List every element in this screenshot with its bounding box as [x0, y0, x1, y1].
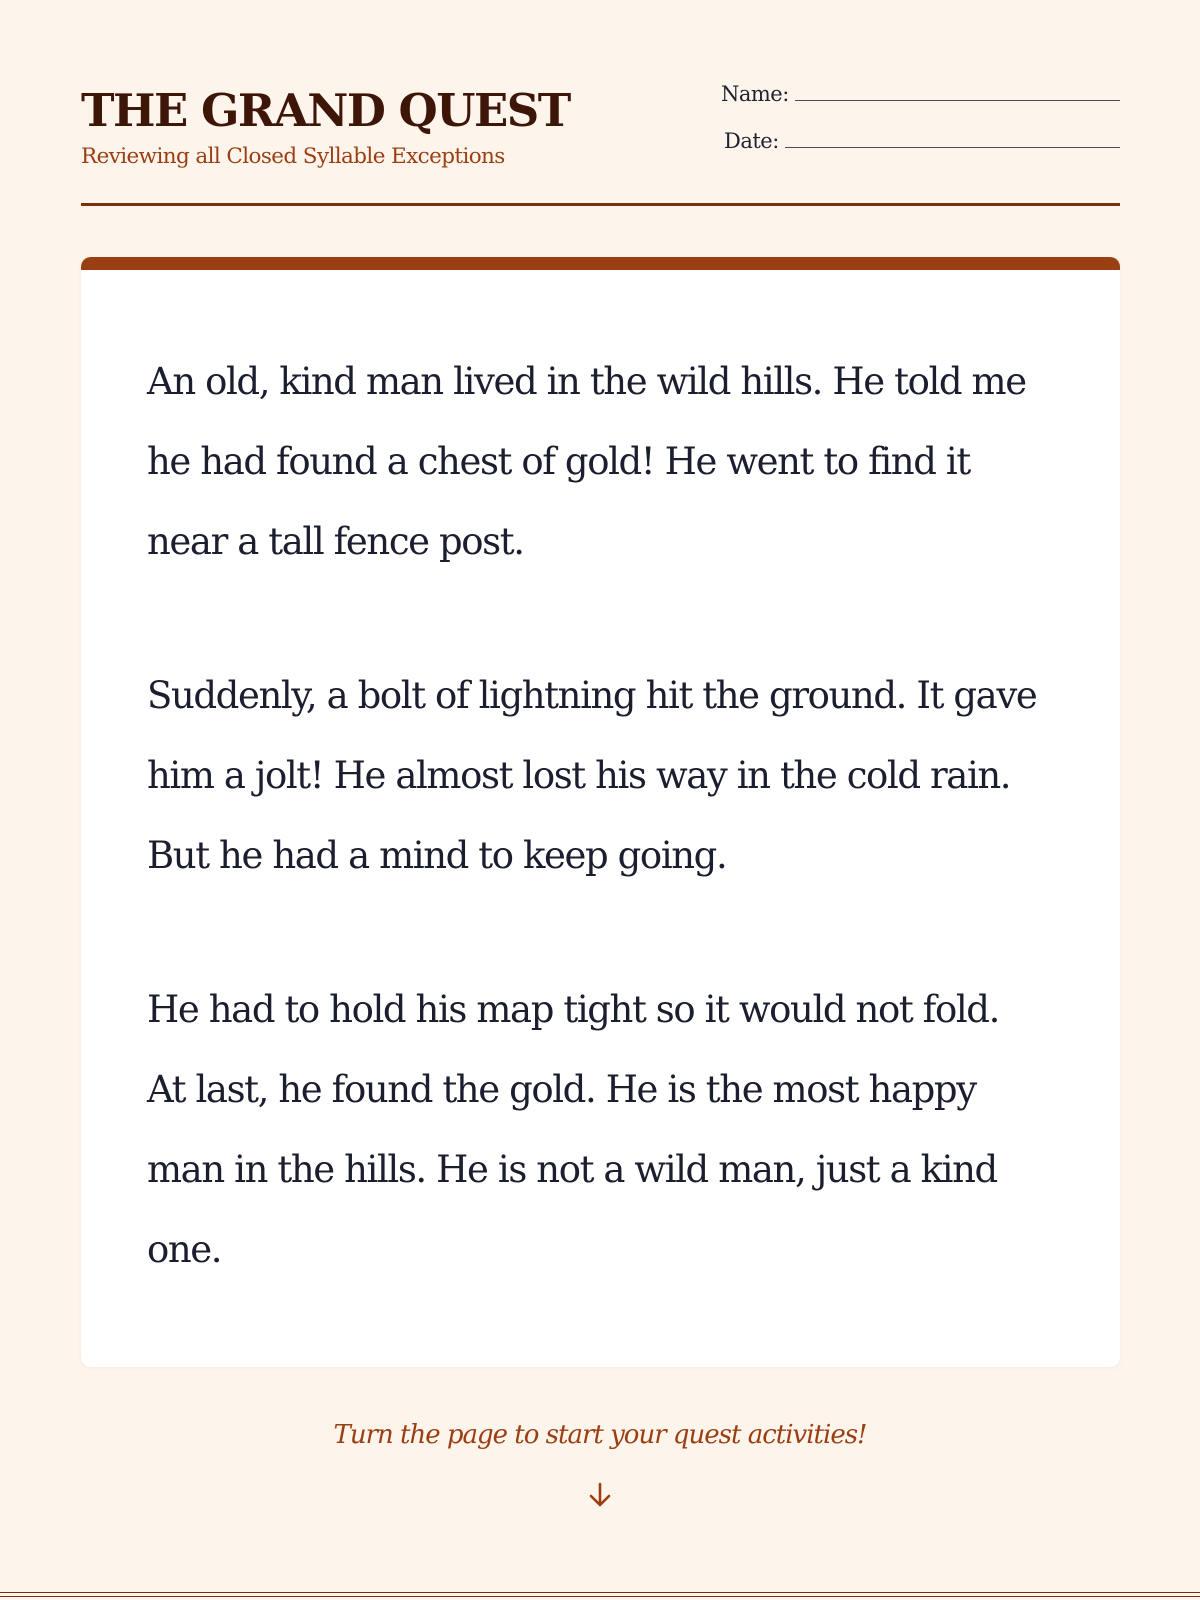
page-title: THE GRAND QUEST [81, 84, 570, 137]
date-label: Date: [724, 129, 779, 153]
arrow-down-icon [585, 1480, 615, 1510]
story-text [147, 342, 1047, 1290]
name-blank-line[interactable] [795, 86, 1120, 101]
name-field[interactable] [721, 82, 1120, 106]
story-paragraph-1: An old, kind man lived in the wild hills. He told me he had found a chest of gold! He went to find it near a tall fence post. [147, 360, 1026, 563]
story-paragraph-3: He had to hold his map tight so it would not fold. At last, he found the gold. He is the most happy man in the hills. He is not a wild man, just a kind one. [147, 988, 999, 1271]
story-paragraph-2: Suddenly, a bolt of lightning hit the ground. It gave him a jolt! He almost lost his way in the cold rain. But he had a mind to keep going. [147, 674, 1037, 877]
date-field[interactable] [724, 129, 1120, 153]
footer-instruction: Turn the page to start your quest activities! [333, 1420, 867, 1450]
story-card [81, 257, 1120, 1367]
bottom-border [0, 1592, 1200, 1597]
name-label: Name: [721, 82, 789, 106]
page-subtitle: Reviewing all Closed Syllable Exceptions [81, 144, 505, 169]
date-blank-line[interactable] [785, 133, 1120, 148]
worksheet-header [81, 78, 1120, 206]
